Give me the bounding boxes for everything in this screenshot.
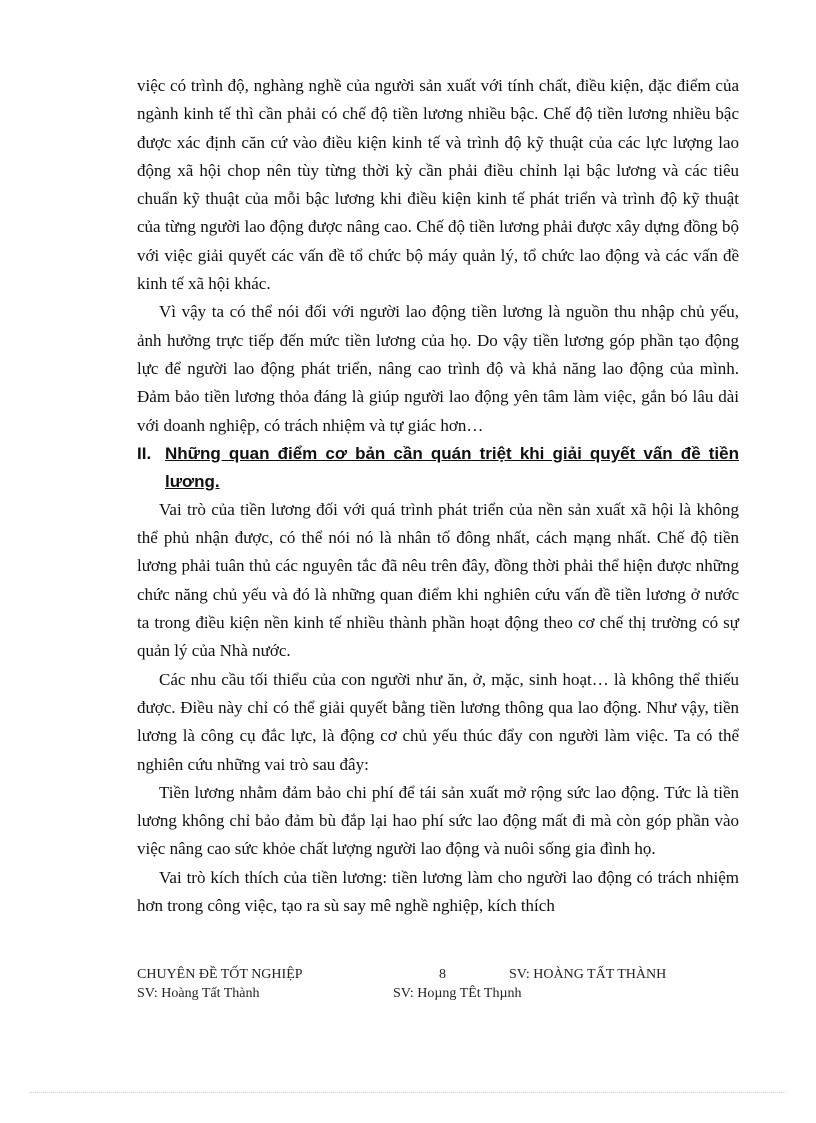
footer-author-upper: SV: HOÀNG TẤT THÀNH [509, 967, 667, 982]
footer-doc-title: CHUYÊN ĐỀ TỐT NGHIỆP [137, 967, 303, 982]
section-title: Những quan điểm cơ bản cần quán triệt khi giải quyết vấn đề tiền lương. [165, 443, 739, 491]
paragraph: Vai trò kích thích của tiền lương: tiền lương làm cho người lao động có trách nhiệm hơn trong công việc, tạo ra sù say mê nghề nghiệp, kích thích [137, 867, 739, 916]
paragraph: Vai trò của tiền lương đối với quá trình phát triển của nền sản xuất xã hội là không thể phủ nhận được, có thể nói nó là nhân tố đông nhất, cách mạng nhất. Chế độ tiền lương phải tuân thủ các nguyên tắc đã nêu trên đây, đồng thời phải thể hiện được những chức năng chủ yếu và đó là những quan điểm khi nghiên cứu vấn đề tiền lương ở nước ta trong điều kiện nền kinh tế nhiều thành phần hoạt động theo cơ chế thị trường có sự quản lý của Nhà nước. [137, 499, 739, 661]
document-body [137, 72, 739, 920]
paragraph: Các nhu cầu tối thiểu của con người như ăn, ở, mặc, sinh hoạt… là không thể thiếu được. Điều này chỉ có thể giải quyết bằng tiền lương thông qua lao động. Như vậy, tiền lương là công cụ đắc lực, là động cơ chủ yếu thúc đẩy con người làm việc. Ta có thể nghiên cứu những vai trò sau đây: [137, 669, 739, 774]
footer-author: SV: Hoàng Tất Thành [137, 986, 260, 1001]
page-footer [137, 966, 707, 1006]
footer-author-garbled: SV: Hoµng TÊt Thµnh [393, 986, 522, 1001]
paragraph: Tiền lương nhằm đảm bảo chi phí để tái sản xuất mở rộng sức lao động. Tức là tiền lương không chỉ bảo đảm bù đắp lại hao phí sức lao động mất đi mà còn góp phần vào việc nâng cao sức khỏe chất lượng người lao động và nuôi sống gia đình họ. [137, 782, 739, 859]
page-edge-divider [30, 1092, 786, 1093]
paragraph: Vì vậy ta có thể nói đối với người lao động tiền lương là nguồn thu nhập chủ yếu, ảnh hưởng trực tiếp đến mức tiền lương của họ. Do vậy tiền lương góp phần tạo động lực để người lao động phát triển, nâng cao trình độ và khả năng lao động của mình. Đảm bảo tiền lương thỏa đáng là giúp người lao động yên tâm làm việc, gắn bó lâu dài với doanh nghiệp, có trách nhiệm và tự giác hơn… [137, 302, 739, 435]
section-number: II. [137, 443, 152, 463]
section-heading [137, 440, 739, 496]
paragraph-continued: việc có trình độ, nghàng nghề của người sản xuất với tính chất, điều kiện, đặc điểm của ngành kinh tế thì cần phải có chế độ tiền lương nhiều bậc. Chế độ tiền lương nhiều bậc được xác định căn cứ vào điều kiện kinh tế và trình độ kỹ thuật của các lực lượng lao động xã hội chop nên tùy từng thời kỳ cần phải điều chỉnh lại bậc lương và các tiêu chuẩn kỹ thuật của mỗi bậc lương khi điều kiện kinh tế phát triển và trình độ kỹ thuật của từng người lao động được nâng cao. Chế độ tiền lương phải được xây dựng đồng bộ với việc giải quyết các vấn đề tổ chức bộ máy quản lý, tổ chức lao động và các vấn đề kinh tế xã hội khác. [137, 76, 739, 294]
page-number: 8 [439, 967, 446, 982]
